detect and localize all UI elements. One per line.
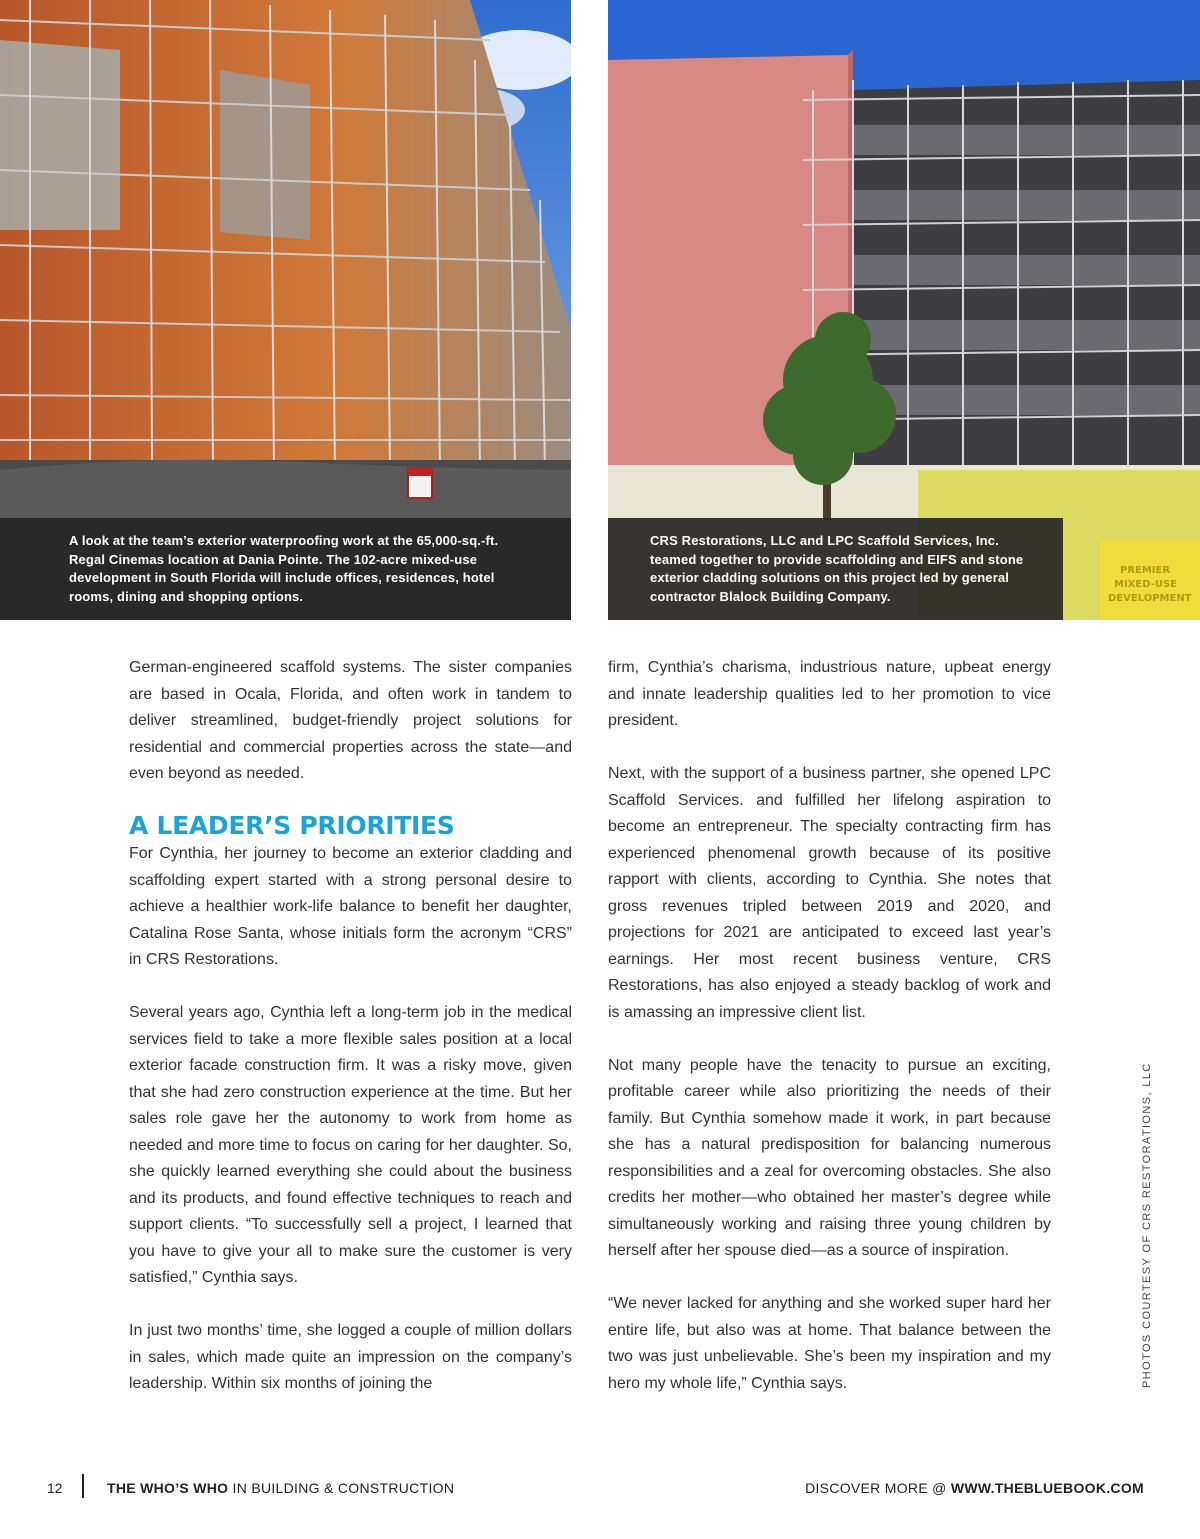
article-column-left (129, 655, 572, 1424)
page-footer (0, 1474, 1200, 1504)
paragraph: For Cynthia, her journey to become an exterior cladding and scaffolding expert started with a strong personal desire to achieve a healthier work-life balance to benefit her daughter, Catalina Rose Santa, whose initials form the acronym “CRS” in CRS Restorations. (129, 845, 572, 968)
publication-title: THE WHO’S WHO IN BUILDING & CONSTRUCTION (107, 1480, 455, 1496)
paragraph: Next, with the support of a business partner, she opened LPC Scaffold Services. and fulfilled her lifelong aspiration to become an entrepreneur. The specialty contracting firm has experienced phenomenal growth because of its positive rapport with clients, according to Cynthia. She notes that gross revenues tripled between 2019 and 2020, and projections for 2021 are anticipated to exceed last year’s earnings. Her most recent business venture, CRS Restorations, has also enjoyed a steady backlog of work and is amassing an impressive client list. (608, 765, 1051, 1021)
caption-text: A look at the team’s exterior waterproofing work at the 65,000-sq.-ft. Regal Cinemas location at Dania Pointe. The 102-acre mixed-use development in South Florida will include offices, residences, hotel rooms, dining and shopping options. (69, 533, 499, 604)
paragraph: Not many people have the tenacity to pursue an exciting, profitable career while also prioritizing the needs of their family. But Cynthia somehow made it work, in part because she has a natural predisposition for balancing numerous responsibilities and a zeal for overcoming obstacles. She also credits her mother—who obtained her master’s degree while simultaneously working and raising three young children by herself after her spouse died—as a source of inspiration. (608, 1056, 1051, 1259)
caption-text: CRS Restorations, LLC and LPC Scaffold Services, Inc. teamed together to provide scaffolding and EIFS and stone exterior cladding solutions on this project led by general contractor Blalock Building Company. (650, 533, 1024, 604)
page-number: 12 (47, 1480, 63, 1496)
paragraph: In just two months’ time, she logged a couple of million dollars in sales, which made quite an impression on the company’s leadership. Within six months of joining the (129, 1322, 572, 1392)
article-column-right (608, 655, 1051, 1424)
svg-text:DEVELOPMENT: DEVELOPMENT (1108, 593, 1192, 604)
photo-waterproofing (0, 0, 571, 620)
paragraph: German-engineered scaffold systems. The sister companies are based in Ocala, Florida, and often work in tandem to deliver streamlined, budget-friendly project solutions for residential and commercial properties across the state—and even beyond as needed. (129, 659, 572, 782)
photo-credit: PHOTOS COURTESY OF CRS RESTORATIONS, LLC (1141, 1062, 1153, 1388)
svg-text:PREMIER: PREMIER (1120, 565, 1171, 576)
photo-caption-left (0, 518, 571, 620)
website-link[interactable]: DISCOVER MORE @ WWW.THEBLUEBOOK.COM (805, 1480, 1144, 1496)
section-heading: A LEADER’S PRIORITIES (129, 811, 455, 840)
paragraph: “We never lacked for anything and she worked super hard her entire life, but also was at home. That balance between the two was just unbelievable. She’s been my inspiration and my hero my whole life,” Cynthia says. (608, 1295, 1051, 1392)
footer-divider (82, 1474, 84, 1498)
photo-scaffolding (608, 0, 1200, 620)
svg-text:MIXED-USE: MIXED-USE (1114, 579, 1178, 590)
paragraph: Several years ago, Cynthia left a long-term job in the medical services field to take a more flexible sales position at a local exterior facade construction firm. It was a risky move, given that she had zero construction experience at the time. But her sales role gave her the autonomy to work from home as needed and more time to focus on caring for her daughter. So, she quickly learned everything she could about the business and its products, and found effective techniques to reach and support clients. “To successfully sell a project, I learned that you have to give your all to make sure the customer is very satisfied,” Cynthia says. (129, 1004, 572, 1286)
photo-caption-right (608, 518, 1063, 620)
paragraph: firm, Cynthia’s charisma, industrious nature, upbeat energy and innate leadership qualities led to her promotion to vice president. (608, 659, 1051, 729)
